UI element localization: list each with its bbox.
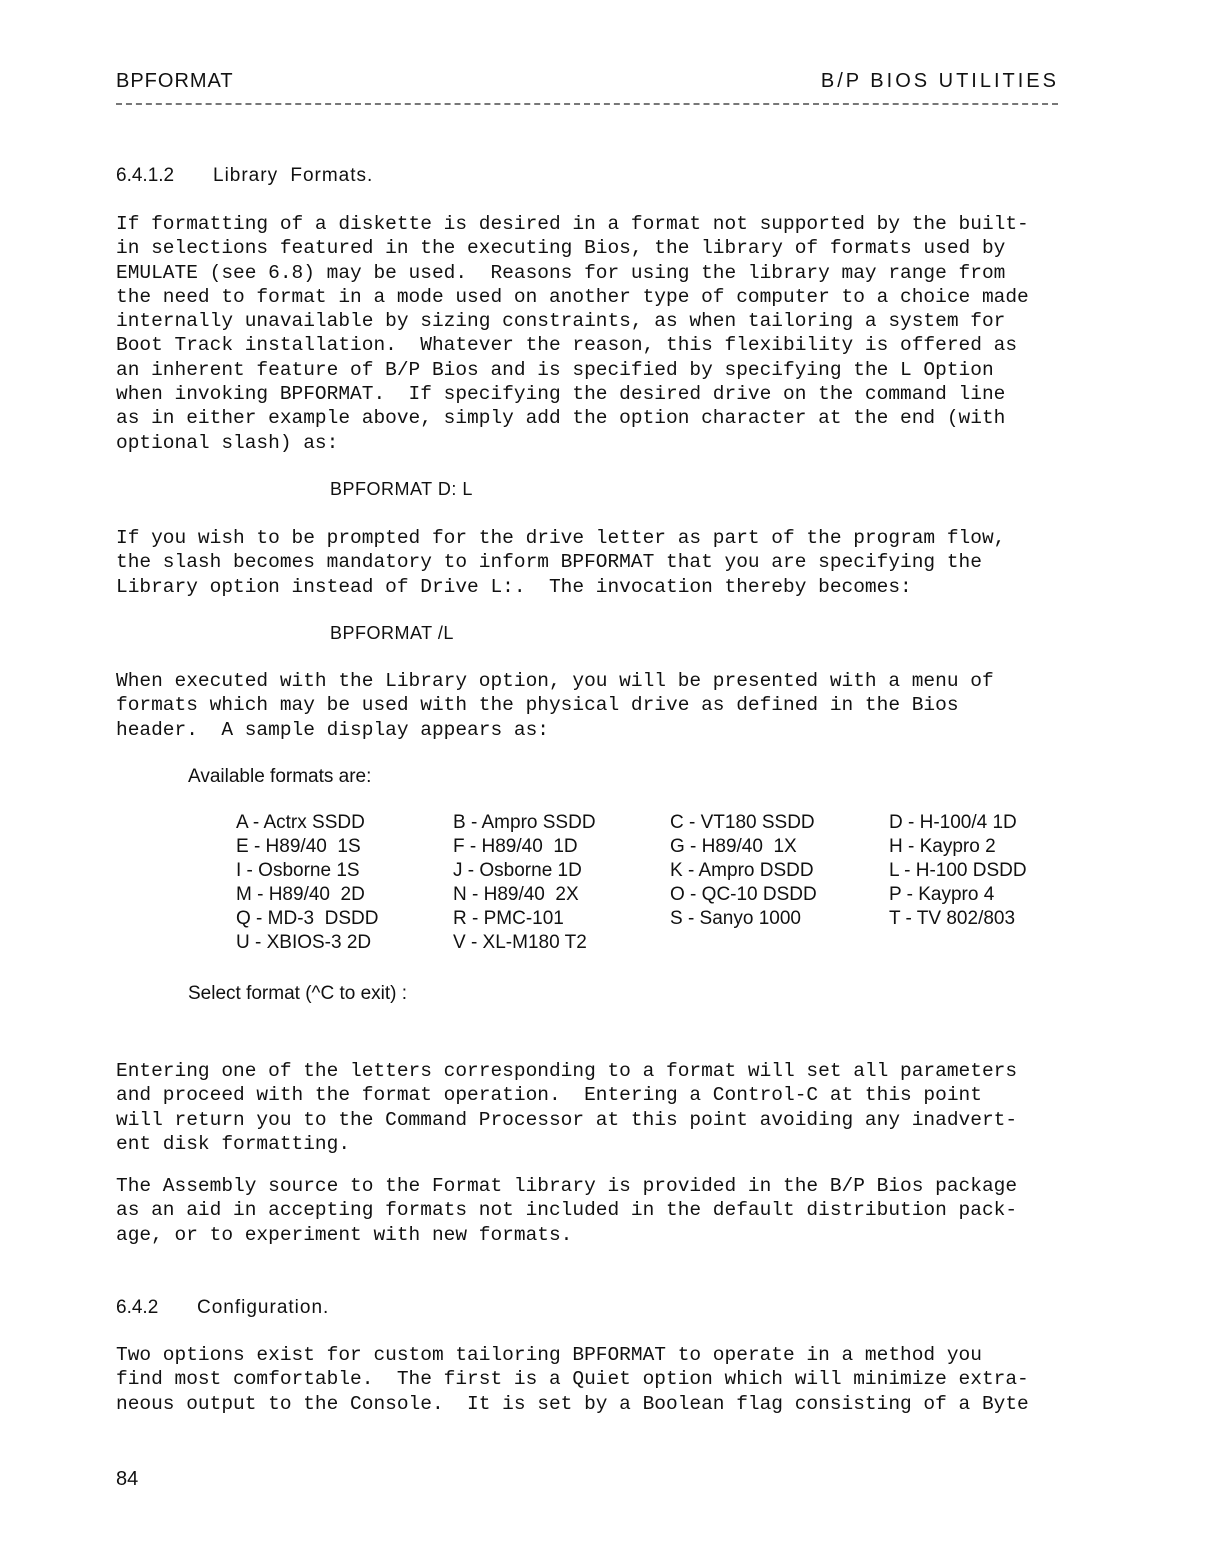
table-row	[236, 884, 1069, 908]
paragraph-library-menu: When executed with the Library option, you will be presented with a menu of formats which may be used with the physical drive as defined in the Bios header. A sample display appears as:	[116, 670, 994, 741]
format-option: Q - MD-3 DSDD	[236, 908, 379, 929]
table-row	[236, 860, 1069, 884]
format-option: D - H-100/4 1D	[889, 812, 1017, 833]
format-option: J - Osborne 1D	[453, 860, 582, 881]
section-title: Library Formats.	[213, 165, 374, 186]
section-heading-library-formats	[116, 165, 373, 187]
format-option: K - Ampro DSDD	[670, 860, 814, 881]
paragraph-entering-letter: Entering one of the letters corresponding to a format will set all parameters and proceed with the format operation. Entering a Control-C at this point will return you to the Command Processor at this point avoiding any inadvert- ent disk formatting.	[116, 1060, 1018, 1155]
section-number: 6.4.2	[116, 1297, 159, 1318]
command-example-slash-option: BPFORMAT /L	[330, 623, 454, 643]
format-option: B - Ampro SSDD	[453, 812, 596, 833]
format-option: F - H89/40 1D	[453, 836, 578, 857]
table-row	[236, 836, 1069, 860]
format-option: M - H89/40 2D	[236, 884, 365, 905]
format-option: R - PMC-101	[453, 908, 564, 929]
format-option: H - Kaypro 2	[889, 836, 996, 857]
format-option: A - Actrx SSDD	[236, 812, 365, 833]
paragraph-configuration-options: Two options exist for custom tailoring BPFORMAT to operate in a method you find most comfortable. The first is a Quiet option which will minimize extra- neous output to the Console. It is set by a Boolean flag consisting of a Byte	[116, 1344, 1029, 1415]
format-option: T - TV 802/803	[889, 908, 1016, 929]
section-heading-configuration	[116, 1297, 329, 1319]
running-header-right: B/P BIOS UTILITIES	[820, 70, 1059, 92]
format-option: E - H89/40 1S	[236, 836, 361, 857]
format-option: C - VT180 SSDD	[670, 812, 815, 833]
table-row	[236, 932, 1069, 956]
header-divider	[116, 103, 1058, 105]
running-header-left: BPFORMAT	[116, 70, 234, 92]
format-option: G - H89/40 1X	[670, 836, 797, 857]
format-option: V - XL-M180 T2	[453, 932, 587, 953]
format-option: S - Sanyo 1000	[670, 908, 801, 929]
format-option: L - H-100 DSDD	[889, 860, 1027, 881]
format-option: O - QC-10 DSDD	[670, 884, 817, 905]
section-title: Configuration.	[197, 1297, 330, 1318]
format-option: I - Osborne 1S	[236, 860, 360, 881]
format-menu-table	[236, 812, 1069, 956]
paragraph-prompted-drive: If you wish to be prompted for the drive letter as part of the program flow, the slash becomes mandatory to inform BPFORMAT that you are specifying the Library option instead of Drive L:. The invocation thereby becomes:	[116, 527, 1006, 598]
paragraph-assembly-source: The Assembly source to the Format library is provided in the B/P Bios package as an aid in accepting formats not included in the default distribution pack- age, or to experiment with new formats.	[116, 1175, 1018, 1246]
page-number: 84	[116, 1468, 139, 1490]
table-row	[236, 812, 1069, 836]
table-row	[236, 908, 1069, 932]
format-option: N - H89/40 2X	[453, 884, 579, 905]
format-option	[889, 932, 1069, 956]
paragraph-library-intro: If formatting of a diskette is desired in a format not supported by the built- in selections featured in the executing Bios, the library of formats used by EMULATE (see 6.8) may be used. Reasons for using the library may range from the need to format in a mode used on another type of computer to a choice made internally unavailable by sizing constraints, as when tailoring a system for Boot Track installation. Whatever the reason, this flexibility is offered as an inherent feature of B/P Bios and is specified by specifying the L Option when invoking BPFORMAT. If specifying the desired drive on the command line as in either example above, simply add the option character at the end (with optional slash) as:	[116, 213, 1029, 454]
format-option: P - Kaypro 4	[889, 884, 995, 905]
format-option: U - XBIOS-3 2D	[236, 932, 372, 953]
section-number: 6.4.1.2	[116, 165, 175, 186]
format-option	[670, 932, 889, 956]
command-example-drive-option: BPFORMAT D: L	[330, 479, 473, 499]
select-format-prompt: Select format (^C to exit) :	[188, 983, 408, 1004]
sample-display-heading: Available formats are:	[188, 766, 372, 787]
